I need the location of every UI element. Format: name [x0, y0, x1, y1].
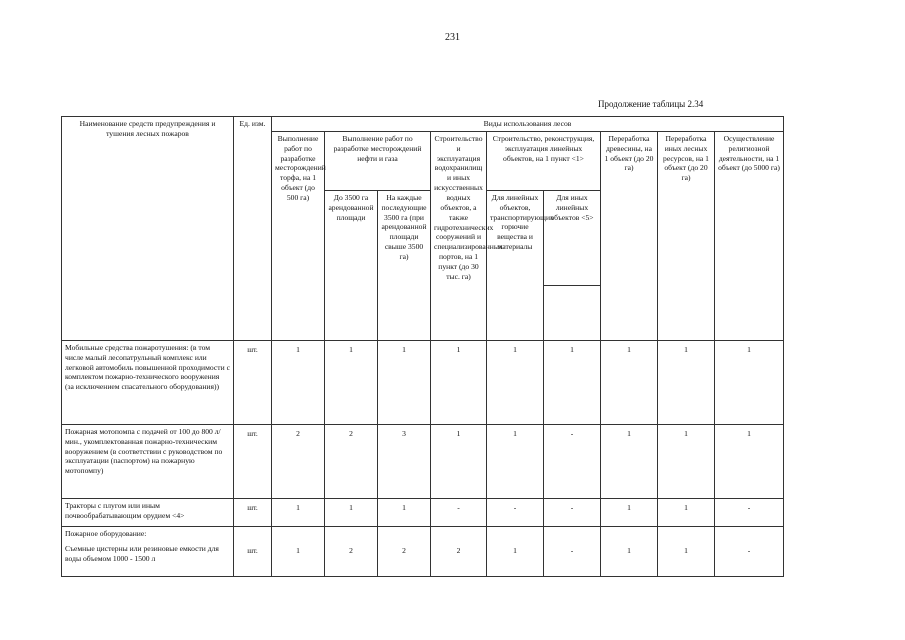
header-oil-small: До 3500 га арендованной площади: [325, 190, 378, 340]
row-value: -: [431, 498, 487, 526]
header-peat: Выполнение работ по разработке месторождений торфа, на 1 объект (до 500 га): [272, 131, 325, 340]
forest-fire-equipment-table: [61, 116, 784, 577]
header-unit-cell: Ед. изм.: [234, 117, 272, 341]
row-value: 1: [272, 542, 325, 576]
row-value: 2: [431, 542, 487, 576]
row-unit: [234, 526, 272, 542]
row-value: 1: [272, 340, 325, 424]
row-value: -: [715, 498, 784, 526]
header-linear: Строительство, реконструкция, эксплуатация линейных объектов, на 1 пункт <1>: [487, 131, 601, 190]
header-empty-cell: [544, 285, 601, 340]
row-name: Пожарная мотопомпа с подачей от 100 до 800 л/мин., укомплектованная пожарно-техническим вооружением (в соответствии с руководством по эксплуатации (паспортом) на пожарную мотопомпу): [62, 424, 234, 498]
row-value: 1: [487, 424, 544, 498]
row-name: Мобильные средства пожаротушения: (в том числе малый лесопатрульный комплекс или легковой автомобиль повышенной проходимости с комплектом пожарно-технического вооружения (за исключением спасательного оборудования)): [62, 340, 234, 424]
row-value: 1: [601, 424, 658, 498]
row-unit: шт.: [234, 340, 272, 424]
header-reservoirs: Строительство и эксплуатация водохранилищ и иных искусственных водных объектов, а также гидротехнических сооружений и специализированных портов, на 1 пункт (до 30 тыс. га): [431, 131, 487, 340]
header-group-cell: Виды использования лесов: [272, 117, 784, 132]
header-wood: Переработка древесины, на 1 объект (до 20 га): [601, 131, 658, 340]
row-unit: шт.: [234, 542, 272, 576]
row-value: 1: [487, 340, 544, 424]
row-value: -: [544, 498, 601, 526]
row-name: Съемные цистерны или резиновые емкости для воды объемом 1000 - 1500 л: [62, 542, 234, 576]
header-linear-other: Для иных линейных объектов <5>: [544, 190, 601, 285]
row-value: 1: [378, 498, 431, 526]
row-value: -: [544, 542, 601, 576]
row-value: [658, 526, 715, 542]
header-oil-gas: Выполнение работ по разработке месторождений нефти и газа: [325, 131, 431, 190]
header-row-1: [62, 117, 784, 132]
table-caption: Продолжение таблицы 2.34: [598, 99, 704, 109]
row-value: 1: [658, 340, 715, 424]
row-value: 1: [658, 542, 715, 576]
table-row: [62, 498, 784, 526]
row-value: 1: [431, 340, 487, 424]
row-value: 2: [272, 424, 325, 498]
row-value: 1: [325, 498, 378, 526]
row-name: Тракторы с плугом или иным почвообрабатывающим орудием <4>: [62, 498, 234, 526]
row-value: [601, 526, 658, 542]
row-value: 1: [715, 424, 784, 498]
row-unit: шт.: [234, 498, 272, 526]
row-value: 1: [544, 340, 601, 424]
row-value: 1: [378, 340, 431, 424]
row-value: 1: [325, 340, 378, 424]
row-value: 1: [601, 542, 658, 576]
row-value: [715, 526, 784, 542]
row-value: -: [487, 498, 544, 526]
header-linear-transport: Для линейных объектов, транспортирующих горючие вещества и материалы: [487, 190, 544, 340]
row-value: 2: [325, 542, 378, 576]
row-value: 1: [431, 424, 487, 498]
row-value: 1: [272, 498, 325, 526]
row-value: [325, 526, 378, 542]
row-value: 2: [378, 542, 431, 576]
row-value: 1: [487, 542, 544, 576]
row-value: 1: [658, 424, 715, 498]
table-row: [62, 542, 784, 576]
row-value: 1: [658, 498, 715, 526]
row-value: 2: [325, 424, 378, 498]
table-row: [62, 424, 784, 498]
row-value: 1: [601, 498, 658, 526]
row-value: [544, 526, 601, 542]
header-religious: Осуществление религиозной деятельности, на 1 объект (до 5000 га): [715, 131, 784, 340]
header-oil-each: На каждые последующие 3500 га (при арендованной площади свыше 3500 га): [378, 190, 431, 340]
row-value: [487, 526, 544, 542]
row-value: -: [544, 424, 601, 498]
row-value: 1: [601, 340, 658, 424]
header-other-resources: Переработка иных лесных ресурсов, на 1 объект (до 20 га): [658, 131, 715, 340]
row-value: 1: [715, 340, 784, 424]
row-value: -: [715, 542, 784, 576]
row-value: 3: [378, 424, 431, 498]
row-value: [378, 526, 431, 542]
row-name: Пожарное оборудование:: [62, 526, 234, 542]
table-row: [62, 526, 784, 542]
page-number: 231: [445, 32, 460, 43]
row-value: [272, 526, 325, 542]
header-name-cell: Наименование средств предупреждения и тушения лесных пожаров: [62, 117, 234, 341]
row-unit: шт.: [234, 424, 272, 498]
row-value: [431, 526, 487, 542]
table-row: [62, 340, 784, 424]
